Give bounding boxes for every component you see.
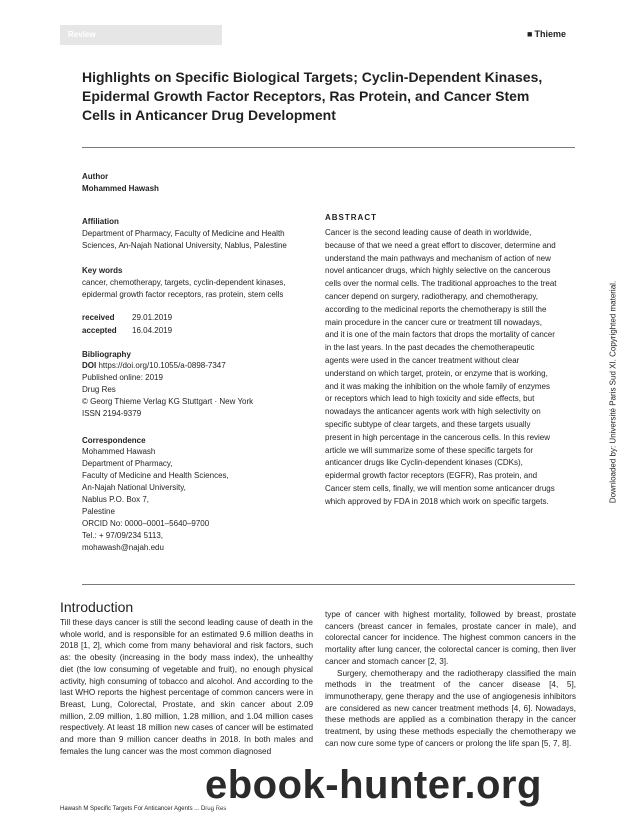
publisher-logo	[527, 29, 566, 39]
correspondence-line: Department of Pharmacy,	[82, 459, 173, 468]
correspondence-line: Palestine	[82, 507, 115, 516]
correspondence-line: Faculty of Medicine and Health Sciences,	[82, 471, 229, 480]
divider	[82, 147, 575, 148]
correspondence-line: Nablus P.O. Box 7,	[82, 495, 149, 504]
affiliation-block	[82, 217, 307, 252]
body-paragraph: type of cancer with highest mortality, followed by breast, prostate cancers (breast cancer in females, prostate cancer in male), and colorectal cancer for incidence. The highest common cancers in the mortality after lung cancer, the colorectal cancer is coming, then liver cancer and stomach cancer [2, 3].	[325, 610, 576, 666]
keywords-heading: Key words	[82, 266, 123, 275]
abstract-text: Cancer is the second leading cause of death in worldwide, because of that we need a great effort to discover, determine and understand the main pathways and mechanism of action of new novel anticancer drugs, which highly selective on the cancerous cells over the normal cells. The traditional approaches to the treat cancer depend on surgery, radiotherapy, and chemotherapy, according to the medicinal reports the chemotherapy is still the main procedure in the cancer cure or treatment till nowadays, and it is one of the main factors that drops the mortality of cancer in the last years. In the past decades the chemotherapeutic agents were used in the cancer treatment without clear understand on which target, protein, or enzyme that is working, and it was making the inhibition on the whole family of enzymes or receptors which lead to high toxicity and side effects, but nowadays the anticancer agents work with high selectivity on specific subtype of clear targets, and these targets usually present in high percentage in the cancerous cells. In this review article we will summarize some of these specific targets for anticancer drugs like Cyclin-dependent kinases (CDKs), epidermal growth factor receptors (EGFR), Ras protein, and Cancer stem cells, finally, we will mention some anticancer drugs which approved by FDA in 2018 which work on specific targets.	[325, 228, 557, 506]
correspondence-line: Tel.: + 97/09/234 5113,	[82, 531, 164, 540]
divider	[82, 584, 575, 585]
correspondence-block	[82, 436, 307, 554]
received-row	[82, 311, 307, 324]
bibliography-heading: Bibliography	[82, 350, 131, 359]
received-date: 29.01.2019	[132, 313, 173, 322]
affiliation-heading: Affiliation	[82, 217, 119, 226]
issn-line: ISSN 2194-9379	[82, 409, 142, 418]
article-type-label: Review	[68, 30, 96, 39]
doi-link[interactable]: https://doi.org/10.1055/a-0898-7347	[98, 361, 226, 370]
body-column-right	[325, 609, 576, 749]
keywords-text: cancer, chemotherapy, targets, cyclin-dependent kinases, epidermal growth factor receptors, ras protein, stem cells	[82, 278, 286, 299]
accepted-date: 16.04.2019	[132, 326, 173, 335]
copyright-line: © Georg Thieme Verlag KG Stuttgart · New York	[82, 397, 254, 406]
publisher-name: Thieme	[534, 29, 566, 39]
bibliography-block	[82, 350, 307, 420]
author-name: Mohammed Hawash	[82, 184, 159, 193]
keywords-block	[82, 266, 307, 301]
accepted-label: accepted	[82, 326, 117, 335]
abstract-heading: ABSTRACT	[325, 213, 377, 222]
correspondence-line: An-Najah National University,	[82, 483, 186, 492]
correspondence-heading: Correspondence	[82, 436, 146, 445]
correspondence-line: ORCID No: 0000–0001–5640–9700	[82, 519, 210, 528]
article-title: Highlights on Specific Biological Targets; Cyclin-Dependent Kinases, Epidermal Growth Factor Receptors, Ras Protein, and Cancer Stem Cells in Anticancer Drug Development	[82, 69, 543, 123]
watermark: ebook-hunter.org	[205, 763, 542, 807]
correspondence-line: Mohammed Hawash	[82, 447, 156, 456]
download-notice-text: Downloaded by: Université Paris Sud XI. Copyrighted material.	[608, 280, 618, 504]
page-footer: Hawash M Specific Targets For Anticancer Agents ... Drug Res	[60, 806, 227, 812]
accepted-row	[82, 324, 307, 337]
download-notice	[606, 232, 620, 552]
doi-label: DOI	[82, 361, 97, 370]
author-block	[82, 172, 307, 193]
body-column-left: Till these days cancer is still the second leading cause of death in the whole world, and is responsible for an estimated 9.6 million deaths in 2018 [1, 2], which come from many behavioral and risk factors, such as: the obesity (increasing in the body mass index), the unhealthy diet (the low consuming of vegetable and fruit), no enough physical activity, high consuming of tobacco and alcohol. And according to the last WHO reports the highest percentage of common cancers were in Breast, Lung, Colorectal, Prostate, and skin cancer about 2.09 million, 2.09 million, 1.80 million, 1.28 million, and 1.04 million cases respectively. At least 18 million new cases of cancer will be estimated and more than 9 million cancer deaths in 2018. In both males and females the lung cancer was the most common diagnosed	[60, 618, 313, 756]
published-line: Published online: 2019	[82, 373, 163, 382]
dates-block	[82, 311, 307, 337]
received-label: received	[82, 313, 115, 322]
author-heading: Author	[82, 172, 109, 181]
doi-line	[82, 360, 307, 372]
journal-line: Drug Res	[82, 385, 116, 394]
body-paragraph: Surgery, chemotherapy and the radiotherapy classified the main methods in the treatment of the cancer disease [4, 5], immunotherapy, gene therapy and the use of angiogenesis inhibitors are considered as new cancer treatment methods [4, 6]. Nowadays, these methods are applied as a combination therapy in the cancer treatment, by using these methods especially the chemotherapy we can now cure some type of cancers or prolong the life span [5, 7, 8].	[325, 668, 576, 748]
publisher-mark-icon: ■	[527, 29, 533, 39]
section-heading-introduction: Introduction	[60, 599, 134, 615]
correspondence-email[interactable]: mohawash@najah.edu	[82, 543, 164, 552]
affiliation-text: Department of Pharmacy, Faculty of Medicine and Health Sciences, An-Najah National University, Nablus, Palestine	[82, 229, 287, 250]
